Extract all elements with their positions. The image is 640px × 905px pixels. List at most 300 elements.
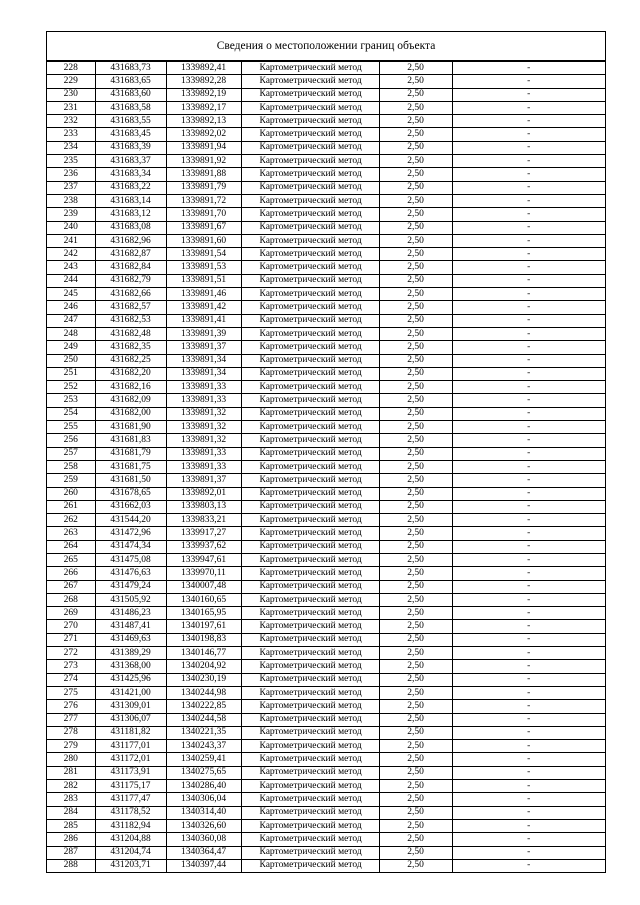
cell-y-coordinate: 1340259,41	[166, 753, 241, 766]
table-row	[47, 753, 605, 766]
cell-x-coordinate: 431368,00	[95, 660, 166, 673]
cell-description: -	[452, 274, 605, 287]
cell-point-number: 284	[47, 806, 95, 819]
cell-accuracy: 2,50	[379, 155, 452, 168]
cell-accuracy: 2,50	[379, 833, 452, 846]
cell-y-coordinate: 1340221,35	[166, 726, 241, 739]
cell-y-coordinate: 1339917,27	[166, 527, 241, 540]
cell-description: -	[452, 514, 605, 527]
cell-point-number: 278	[47, 726, 95, 739]
cell-x-coordinate: 431683,55	[95, 115, 166, 128]
cell-x-coordinate: 431682,25	[95, 354, 166, 367]
cell-point-number: 274	[47, 673, 95, 686]
cell-description: -	[452, 620, 605, 633]
table-row	[47, 128, 605, 141]
table-row	[47, 487, 605, 500]
table-row	[47, 527, 605, 540]
cell-x-coordinate: 431181,82	[95, 726, 166, 739]
cell-description: -	[452, 553, 605, 566]
cell-description: -	[452, 141, 605, 154]
cell-method: Картометрический метод	[241, 274, 379, 287]
cell-y-coordinate: 1339891,32	[166, 421, 241, 434]
cell-point-number: 273	[47, 660, 95, 673]
cell-accuracy: 2,50	[379, 673, 452, 686]
cell-y-coordinate: 1340160,65	[166, 593, 241, 606]
cell-point-number: 279	[47, 740, 95, 753]
cell-point-number: 235	[47, 155, 95, 168]
cell-point-number: 246	[47, 301, 95, 314]
cell-accuracy: 2,50	[379, 740, 452, 753]
cell-accuracy: 2,50	[379, 633, 452, 646]
cell-accuracy: 2,50	[379, 128, 452, 141]
cell-accuracy: 2,50	[379, 567, 452, 580]
cell-method: Картометрический метод	[241, 633, 379, 646]
cell-description: -	[452, 221, 605, 234]
cell-point-number: 255	[47, 421, 95, 434]
table-row	[47, 700, 605, 713]
cell-point-number: 253	[47, 394, 95, 407]
table-row	[47, 181, 605, 194]
cell-x-coordinate: 431682,35	[95, 341, 166, 354]
cell-point-number: 259	[47, 474, 95, 487]
cell-method: Картометрический метод	[241, 713, 379, 726]
cell-point-number: 264	[47, 540, 95, 553]
cell-x-coordinate: 431683,65	[95, 75, 166, 88]
cell-method: Картометрический метод	[241, 607, 379, 620]
cell-y-coordinate: 1339937,62	[166, 540, 241, 553]
cell-y-coordinate: 1340286,40	[166, 780, 241, 793]
cell-method: Картометрический метод	[241, 341, 379, 354]
cell-point-number: 242	[47, 248, 95, 261]
cell-point-number: 266	[47, 567, 95, 580]
cell-y-coordinate: 1339891,33	[166, 460, 241, 473]
table-row	[47, 327, 605, 340]
table-row	[47, 354, 605, 367]
cell-accuracy: 2,50	[379, 367, 452, 380]
table-row	[47, 740, 605, 753]
cell-description: -	[452, 660, 605, 673]
cell-description: -	[452, 487, 605, 500]
cell-description: -	[452, 673, 605, 686]
cell-method: Картометрический метод	[241, 168, 379, 181]
cell-point-number: 234	[47, 141, 95, 154]
cell-description: -	[452, 301, 605, 314]
cell-method: Картометрический метод	[241, 753, 379, 766]
table-row	[47, 540, 605, 553]
cell-method: Картометрический метод	[241, 686, 379, 699]
cell-accuracy: 2,50	[379, 221, 452, 234]
cell-point-number: 237	[47, 181, 95, 194]
table-row	[47, 806, 605, 819]
cell-point-number: 247	[47, 314, 95, 327]
cell-method: Картометрический метод	[241, 101, 379, 114]
cell-description: -	[452, 327, 605, 340]
cell-point-number: 254	[47, 407, 95, 420]
cell-method: Картометрический метод	[241, 859, 379, 872]
cell-description: -	[452, 686, 605, 699]
table-row	[47, 766, 605, 779]
table-row	[47, 234, 605, 247]
table-row	[47, 474, 605, 487]
cell-y-coordinate: 1339891,41	[166, 314, 241, 327]
cell-method: Картометрический метод	[241, 314, 379, 327]
cell-method: Картометрический метод	[241, 514, 379, 527]
cell-method: Картометрический метод	[241, 673, 379, 686]
cell-accuracy: 2,50	[379, 726, 452, 739]
cell-accuracy: 2,50	[379, 500, 452, 513]
cell-point-number: 275	[47, 686, 95, 699]
table-row	[47, 647, 605, 660]
table-row	[47, 819, 605, 832]
cell-method: Картометрический метод	[241, 434, 379, 447]
cell-y-coordinate: 1339891,37	[166, 474, 241, 487]
cell-x-coordinate: 431172,01	[95, 753, 166, 766]
cell-description: -	[452, 181, 605, 194]
cell-y-coordinate: 1339947,61	[166, 553, 241, 566]
cell-x-coordinate: 431177,47	[95, 793, 166, 806]
cell-point-number: 230	[47, 88, 95, 101]
cell-x-coordinate: 431683,08	[95, 221, 166, 234]
cell-method: Картометрический метод	[241, 819, 379, 832]
table-row	[47, 447, 605, 460]
cell-y-coordinate: 1339891,33	[166, 447, 241, 460]
cell-accuracy: 2,50	[379, 607, 452, 620]
cell-point-number: 281	[47, 766, 95, 779]
table-title: Сведения о местоположении границ объекта	[47, 32, 605, 61]
cell-point-number: 240	[47, 221, 95, 234]
cell-description: -	[452, 580, 605, 593]
cell-method: Картометрический метод	[241, 181, 379, 194]
cell-y-coordinate: 1339891,51	[166, 274, 241, 287]
cell-y-coordinate: 1339891,60	[166, 234, 241, 247]
cell-description: -	[452, 128, 605, 141]
cell-y-coordinate: 1340243,37	[166, 740, 241, 753]
cell-point-number: 271	[47, 633, 95, 646]
cell-accuracy: 2,50	[379, 327, 452, 340]
coordinates-table	[47, 61, 605, 872]
table-row	[47, 141, 605, 154]
cell-method: Картометрический метод	[241, 155, 379, 168]
cell-point-number: 241	[47, 234, 95, 247]
cell-point-number: 245	[47, 288, 95, 301]
cell-accuracy: 2,50	[379, 514, 452, 527]
cell-y-coordinate: 1339891,32	[166, 434, 241, 447]
cell-method: Картометрический метод	[241, 540, 379, 553]
cell-method: Картометрический метод	[241, 421, 379, 434]
cell-method: Картометрический метод	[241, 394, 379, 407]
cell-y-coordinate: 1339891,54	[166, 248, 241, 261]
cell-x-coordinate: 431681,83	[95, 434, 166, 447]
cell-method: Картометрический метод	[241, 141, 379, 154]
cell-point-number: 270	[47, 620, 95, 633]
cell-accuracy: 2,50	[379, 168, 452, 181]
cell-point-number: 250	[47, 354, 95, 367]
cell-accuracy: 2,50	[379, 540, 452, 553]
cell-method: Картометрический метод	[241, 780, 379, 793]
cell-x-coordinate: 431421,00	[95, 686, 166, 699]
cell-description: -	[452, 806, 605, 819]
table-row	[47, 500, 605, 513]
table-row	[47, 580, 605, 593]
cell-accuracy: 2,50	[379, 447, 452, 460]
table-row	[47, 567, 605, 580]
cell-x-coordinate: 431682,84	[95, 261, 166, 274]
cell-description: -	[452, 155, 605, 168]
cell-accuracy: 2,50	[379, 194, 452, 207]
cell-description: -	[452, 540, 605, 553]
cell-y-coordinate: 1339891,39	[166, 327, 241, 340]
cell-x-coordinate: 431682,48	[95, 327, 166, 340]
cell-y-coordinate: 1340397,44	[166, 859, 241, 872]
cell-description: -	[452, 460, 605, 473]
cell-x-coordinate: 431683,34	[95, 168, 166, 181]
cell-y-coordinate: 1340197,61	[166, 620, 241, 633]
cell-x-coordinate: 431486,23	[95, 607, 166, 620]
cell-x-coordinate: 431475,08	[95, 553, 166, 566]
cell-x-coordinate: 431683,37	[95, 155, 166, 168]
cell-description: -	[452, 394, 605, 407]
table-row	[47, 394, 605, 407]
cell-description: -	[452, 288, 605, 301]
cell-y-coordinate: 1339803,13	[166, 500, 241, 513]
table-row	[47, 620, 605, 633]
cell-method: Картометрический метод	[241, 580, 379, 593]
cell-method: Картометрический метод	[241, 261, 379, 274]
cell-accuracy: 2,50	[379, 487, 452, 500]
cell-accuracy: 2,50	[379, 686, 452, 699]
cell-x-coordinate: 431683,60	[95, 88, 166, 101]
cell-accuracy: 2,50	[379, 314, 452, 327]
cell-point-number: 258	[47, 460, 95, 473]
cell-method: Картометрический метод	[241, 500, 379, 513]
cell-y-coordinate: 1340204,92	[166, 660, 241, 673]
table-row	[47, 248, 605, 261]
cell-method: Картометрический метод	[241, 301, 379, 314]
cell-description: -	[452, 819, 605, 832]
cell-method: Картометрический метод	[241, 447, 379, 460]
cell-accuracy: 2,50	[379, 593, 452, 606]
table-row	[47, 75, 605, 88]
cell-accuracy: 2,50	[379, 288, 452, 301]
cell-y-coordinate: 1339891,88	[166, 168, 241, 181]
table-row	[47, 288, 605, 301]
cell-point-number: 251	[47, 367, 95, 380]
cell-point-number: 261	[47, 500, 95, 513]
cell-description: -	[452, 607, 605, 620]
cell-method: Картометрический метод	[241, 115, 379, 128]
cell-method: Картометрический метод	[241, 407, 379, 420]
cell-x-coordinate: 431487,41	[95, 620, 166, 633]
cell-y-coordinate: 1340198,83	[166, 633, 241, 646]
cell-x-coordinate: 431681,50	[95, 474, 166, 487]
cell-method: Картометрический метод	[241, 766, 379, 779]
cell-method: Картометрический метод	[241, 487, 379, 500]
cell-point-number: 243	[47, 261, 95, 274]
cell-method: Картометрический метод	[241, 88, 379, 101]
cell-y-coordinate: 1340306,04	[166, 793, 241, 806]
cell-method: Картометрический метод	[241, 194, 379, 207]
table-row	[47, 514, 605, 527]
cell-x-coordinate: 431505,92	[95, 593, 166, 606]
cell-point-number: 272	[47, 647, 95, 660]
cell-description: -	[452, 194, 605, 207]
cell-point-number: 248	[47, 327, 95, 340]
cell-method: Картометрический метод	[241, 354, 379, 367]
cell-x-coordinate: 431678,65	[95, 487, 166, 500]
table-row	[47, 367, 605, 380]
cell-y-coordinate: 1339891,94	[166, 141, 241, 154]
cell-description: -	[452, 261, 605, 274]
cell-accuracy: 2,50	[379, 407, 452, 420]
cell-y-coordinate: 1340326,60	[166, 819, 241, 832]
cell-point-number: 249	[47, 341, 95, 354]
cell-description: -	[452, 500, 605, 513]
cell-method: Картометрический метод	[241, 367, 379, 380]
table-row	[47, 793, 605, 806]
cell-x-coordinate: 431204,74	[95, 846, 166, 859]
cell-description: -	[452, 62, 605, 75]
cell-accuracy: 2,50	[379, 88, 452, 101]
table-row	[47, 155, 605, 168]
table-row	[47, 407, 605, 420]
cell-x-coordinate: 431476,63	[95, 567, 166, 580]
cell-point-number: 244	[47, 274, 95, 287]
cell-point-number: 280	[47, 753, 95, 766]
cell-point-number: 262	[47, 514, 95, 527]
cell-x-coordinate: 431682,87	[95, 248, 166, 261]
cell-x-coordinate: 431544,20	[95, 514, 166, 527]
cell-x-coordinate: 431683,22	[95, 181, 166, 194]
cell-accuracy: 2,50	[379, 434, 452, 447]
table-row	[47, 726, 605, 739]
cell-description: -	[452, 447, 605, 460]
cell-point-number: 238	[47, 194, 95, 207]
cell-x-coordinate: 431178,52	[95, 806, 166, 819]
cell-x-coordinate: 431681,90	[95, 421, 166, 434]
cell-description: -	[452, 780, 605, 793]
cell-y-coordinate: 1340314,40	[166, 806, 241, 819]
cell-method: Картометрический метод	[241, 75, 379, 88]
cell-point-number: 233	[47, 128, 95, 141]
table-row	[47, 115, 605, 128]
table-row	[47, 553, 605, 566]
cell-point-number: 252	[47, 381, 95, 394]
cell-y-coordinate: 1339891,33	[166, 394, 241, 407]
cell-method: Картометрический метод	[241, 740, 379, 753]
cell-description: -	[452, 793, 605, 806]
cell-method: Картометрический метод	[241, 793, 379, 806]
cell-method: Картометрический метод	[241, 833, 379, 846]
cell-method: Картометрический метод	[241, 234, 379, 247]
cell-accuracy: 2,50	[379, 713, 452, 726]
cell-point-number: 236	[47, 168, 95, 181]
table-row	[47, 168, 605, 181]
cell-method: Картометрический метод	[241, 846, 379, 859]
cell-accuracy: 2,50	[379, 793, 452, 806]
cell-accuracy: 2,50	[379, 115, 452, 128]
table-row	[47, 859, 605, 872]
cell-description: -	[452, 168, 605, 181]
cell-y-coordinate: 1339891,53	[166, 261, 241, 274]
cell-x-coordinate: 431682,00	[95, 407, 166, 420]
cell-x-coordinate: 431683,39	[95, 141, 166, 154]
cell-method: Картометрический метод	[241, 553, 379, 566]
table-row	[47, 686, 605, 699]
cell-description: -	[452, 234, 605, 247]
cell-x-coordinate: 431683,45	[95, 128, 166, 141]
cell-y-coordinate: 1339833,21	[166, 514, 241, 527]
cell-accuracy: 2,50	[379, 62, 452, 75]
cell-description: -	[452, 740, 605, 753]
table-row	[47, 460, 605, 473]
cell-method: Картометрический метод	[241, 700, 379, 713]
table-row	[47, 846, 605, 859]
coordinates-table-body	[47, 62, 605, 873]
cell-y-coordinate: 1340244,58	[166, 713, 241, 726]
cell-y-coordinate: 1339891,46	[166, 288, 241, 301]
cell-description: -	[452, 647, 605, 660]
cell-point-number: 277	[47, 713, 95, 726]
cell-point-number: 232	[47, 115, 95, 128]
cell-x-coordinate: 431472,96	[95, 527, 166, 540]
cell-accuracy: 2,50	[379, 381, 452, 394]
cell-y-coordinate: 1339892,17	[166, 101, 241, 114]
cell-method: Картометрический метод	[241, 327, 379, 340]
cell-x-coordinate: 431204,88	[95, 833, 166, 846]
table-row	[47, 713, 605, 726]
cell-accuracy: 2,50	[379, 474, 452, 487]
cell-method: Картометрический метод	[241, 248, 379, 261]
cell-accuracy: 2,50	[379, 647, 452, 660]
cell-x-coordinate: 431177,01	[95, 740, 166, 753]
cell-description: -	[452, 381, 605, 394]
cell-y-coordinate: 1339892,28	[166, 75, 241, 88]
cell-x-coordinate: 431389,29	[95, 647, 166, 660]
cell-point-number: 256	[47, 434, 95, 447]
cell-accuracy: 2,50	[379, 460, 452, 473]
cell-method: Картометрический метод	[241, 474, 379, 487]
cell-description: -	[452, 753, 605, 766]
cell-point-number: 288	[47, 859, 95, 872]
cell-y-coordinate: 1340275,65	[166, 766, 241, 779]
cell-accuracy: 2,50	[379, 248, 452, 261]
cell-description: -	[452, 208, 605, 221]
cell-accuracy: 2,50	[379, 527, 452, 540]
cell-y-coordinate: 1340360,08	[166, 833, 241, 846]
cell-y-coordinate: 1339891,70	[166, 208, 241, 221]
cell-y-coordinate: 1339891,32	[166, 407, 241, 420]
cell-accuracy: 2,50	[379, 580, 452, 593]
cell-point-number: 263	[47, 527, 95, 540]
cell-y-coordinate: 1339891,79	[166, 181, 241, 194]
cell-x-coordinate: 431682,09	[95, 394, 166, 407]
cell-x-coordinate: 431683,73	[95, 62, 166, 75]
cell-method: Картометрический метод	[241, 567, 379, 580]
cell-description: -	[452, 314, 605, 327]
cell-x-coordinate: 431306,07	[95, 713, 166, 726]
cell-y-coordinate: 1339892,01	[166, 487, 241, 500]
cell-y-coordinate: 1339891,67	[166, 221, 241, 234]
cell-description: -	[452, 859, 605, 872]
table-row	[47, 607, 605, 620]
table-row	[47, 633, 605, 646]
cell-x-coordinate: 431682,79	[95, 274, 166, 287]
cell-x-coordinate: 431682,96	[95, 234, 166, 247]
cell-point-number: 239	[47, 208, 95, 221]
cell-description: -	[452, 101, 605, 114]
table-row	[47, 194, 605, 207]
cell-method: Картометрический метод	[241, 726, 379, 739]
